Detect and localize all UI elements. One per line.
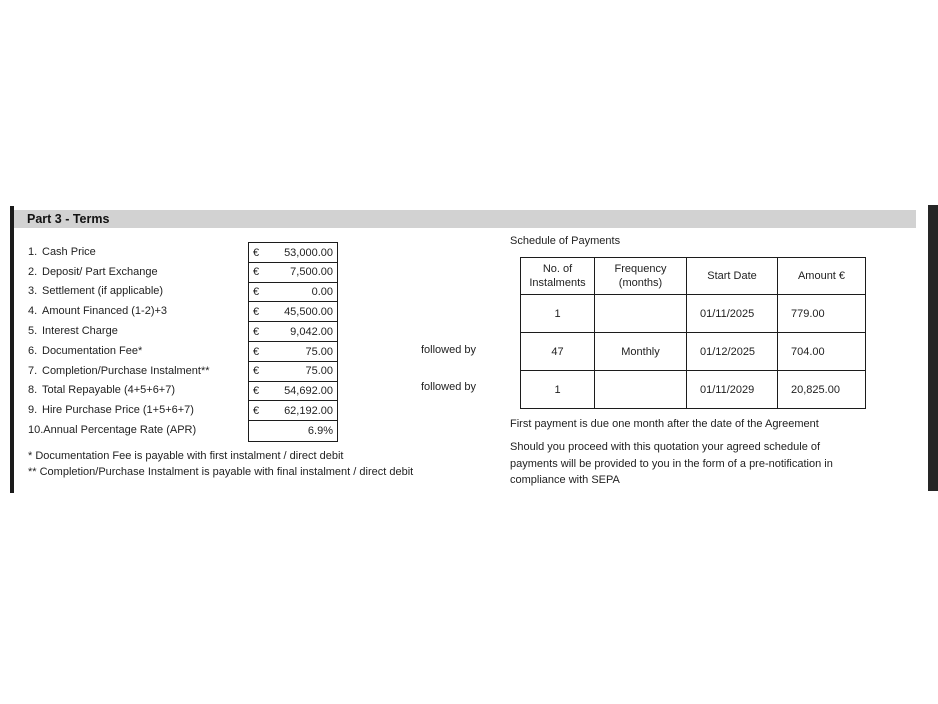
cell-amount: 704.00 bbox=[778, 333, 866, 371]
term-number: 4. bbox=[28, 305, 38, 318]
term-label bbox=[28, 282, 253, 302]
currency-symbol: € bbox=[253, 266, 260, 279]
term-value-box bbox=[248, 400, 338, 421]
term-text: Amount Financed (1-2)+3 bbox=[42, 305, 168, 318]
term-value-box bbox=[248, 361, 338, 382]
term-label bbox=[28, 381, 253, 401]
term-number: 5. bbox=[28, 325, 38, 338]
term-label bbox=[28, 341, 253, 361]
schedule-row bbox=[521, 333, 866, 371]
term-value-box bbox=[248, 282, 338, 303]
term-value-box bbox=[248, 321, 338, 342]
cell-frequency bbox=[595, 295, 687, 333]
schedule-table bbox=[520, 257, 866, 409]
term-text: Hire Purchase Price (1+5+6+7) bbox=[42, 404, 194, 417]
term-label bbox=[28, 361, 253, 381]
term-value: 62,192.00 bbox=[284, 405, 333, 418]
term-text: Interest Charge bbox=[42, 325, 118, 338]
col-header-frequency: Frequency (months) bbox=[595, 258, 687, 295]
note-sepa: Should you proceed with this quotation your agreed schedule of payments will be provided to you in the form of a pre-notification in compliance with SEPA bbox=[510, 441, 833, 486]
currency-symbol: € bbox=[253, 365, 260, 378]
cell-amount: 779.00 bbox=[778, 295, 866, 333]
term-number: 1. bbox=[28, 245, 38, 258]
cell-start-date: 01/12/2025 bbox=[687, 333, 778, 371]
term-value-box bbox=[248, 262, 338, 283]
term-value: 0.00 bbox=[311, 286, 333, 299]
term-value: 6.9% bbox=[307, 424, 333, 437]
cell-instalments: 47 bbox=[521, 333, 595, 371]
currency-symbol: € bbox=[253, 246, 260, 259]
term-label bbox=[28, 301, 253, 321]
term-label bbox=[28, 321, 253, 341]
term-text: Total Repayable (4+5+6+7) bbox=[42, 384, 176, 397]
footnote-documentation-fee: * Documentation Fee is payable with first instalment / direct debit bbox=[28, 450, 344, 462]
term-value: 53,000.00 bbox=[284, 246, 333, 259]
left-edge-bar bbox=[10, 206, 14, 493]
schedule-row bbox=[521, 295, 866, 333]
cell-start-date: 01/11/2029 bbox=[687, 371, 778, 409]
term-value-box bbox=[248, 420, 338, 441]
term-text: Cash Price bbox=[42, 245, 96, 258]
footnote-completion-instalment: ** Completion/Purchase Instalment is payable with final instalment / direct debit bbox=[28, 466, 414, 478]
term-label bbox=[28, 242, 253, 262]
currency-symbol: € bbox=[253, 325, 260, 338]
term-label bbox=[28, 262, 253, 282]
currency-symbol: € bbox=[253, 385, 260, 398]
currency-symbol: € bbox=[253, 306, 260, 319]
term-number: 10. bbox=[28, 424, 44, 437]
term-value: 75.00 bbox=[305, 345, 333, 358]
term-number: 7. bbox=[28, 364, 38, 377]
col-header-amount: Amount € bbox=[778, 258, 866, 295]
currency-symbol: € bbox=[253, 405, 260, 418]
term-value-box bbox=[248, 301, 338, 322]
term-text: Documentation Fee* bbox=[42, 344, 143, 357]
currency-symbol: € bbox=[253, 286, 260, 299]
cell-start-date: 01/11/2025 bbox=[687, 295, 778, 333]
currency-symbol: € bbox=[253, 345, 260, 358]
term-value-box bbox=[248, 341, 338, 362]
term-text: Settlement (if applicable) bbox=[42, 285, 164, 298]
terms-values bbox=[248, 242, 338, 442]
section-title: Part 3 - Terms bbox=[27, 212, 110, 226]
cell-instalments: 1 bbox=[521, 371, 595, 409]
section-header bbox=[14, 210, 916, 228]
cell-instalments: 1 bbox=[521, 295, 595, 333]
term-value-box bbox=[248, 381, 338, 402]
note-first-payment: First payment is due one month after the date of the Agreement bbox=[510, 418, 819, 430]
cell-frequency: Monthly bbox=[595, 333, 687, 371]
schedule-row bbox=[521, 371, 866, 409]
term-number: 2. bbox=[28, 265, 38, 278]
col-header-start-date: Start Date bbox=[687, 258, 778, 295]
term-text: Annual Percentage Rate (APR) bbox=[43, 424, 197, 437]
term-number: 8. bbox=[28, 384, 38, 397]
terms-list bbox=[28, 242, 253, 440]
term-number: 6. bbox=[28, 344, 38, 357]
term-value-box bbox=[248, 242, 338, 263]
term-text: Deposit/ Part Exchange bbox=[42, 265, 158, 278]
followed-by-label: followed by bbox=[421, 381, 477, 393]
term-number: 3. bbox=[28, 285, 38, 298]
followed-by-label: followed by bbox=[421, 344, 477, 356]
term-text: Completion/Purchase Instalment** bbox=[42, 364, 210, 377]
term-value: 75.00 bbox=[305, 365, 333, 378]
col-header-instalments: No. of Instalments bbox=[521, 258, 595, 295]
term-number: 9. bbox=[28, 404, 38, 417]
cell-amount: 20,825.00 bbox=[778, 371, 866, 409]
term-label bbox=[28, 400, 253, 420]
term-value: 9,042.00 bbox=[290, 325, 333, 338]
term-label bbox=[28, 420, 253, 440]
schedule-title: Schedule of Payments bbox=[510, 235, 621, 247]
term-value: 7,500.00 bbox=[290, 266, 333, 279]
cell-frequency bbox=[595, 371, 687, 409]
term-value: 45,500.00 bbox=[284, 306, 333, 319]
term-value: 54,692.00 bbox=[284, 385, 333, 398]
right-edge-bar bbox=[928, 205, 938, 491]
schedule-header-row bbox=[521, 258, 866, 295]
